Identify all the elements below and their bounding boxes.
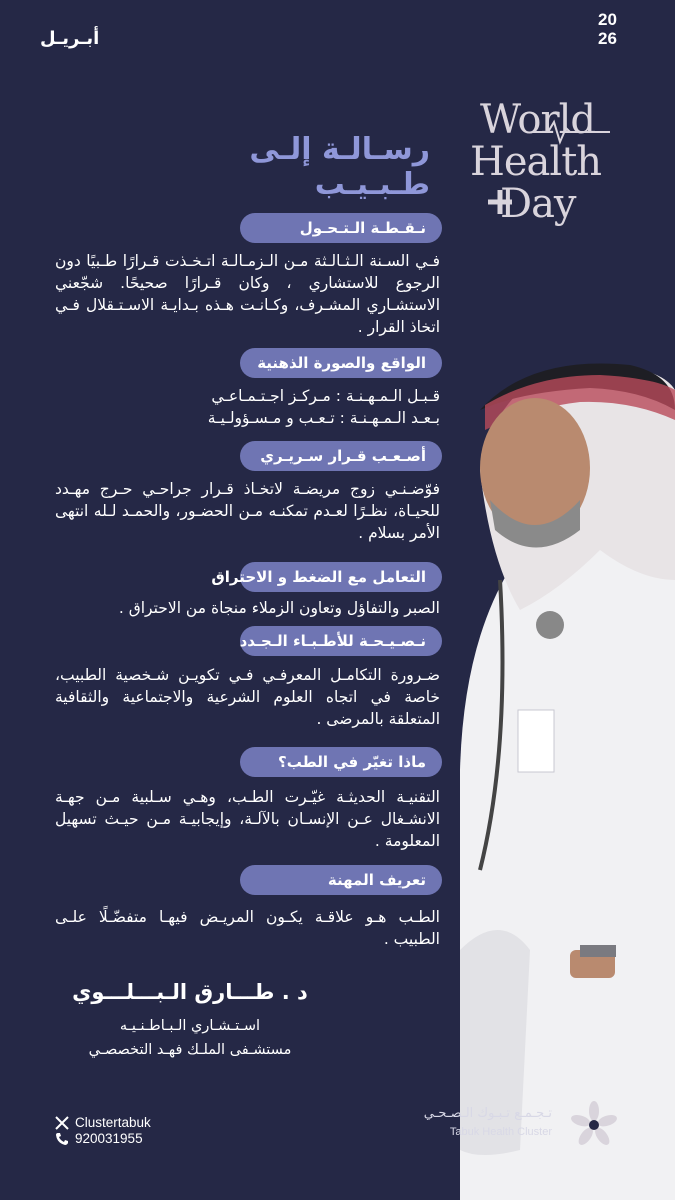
year-badge — [598, 10, 638, 48]
section-heading-advice: نـصـيـحـة للأطـبـاء الـجـدد — [240, 626, 442, 656]
phone-icon — [55, 1132, 69, 1146]
doctor-hospital: مستشـفى الملـك فهـد التخصصـي — [88, 1042, 292, 1058]
world-health-day-logo — [470, 97, 620, 230]
doctor-role: اسـتـشـاري الـبـاطـنـيـه — [119, 1018, 261, 1034]
logo-line-world: World — [480, 97, 595, 143]
section-heading-definition: تعريف المهنة — [240, 865, 442, 895]
cluster-name-en: Tabuk Health Cluster — [449, 1126, 552, 1138]
section-text-what-changed: التقنيـة الحديثـة غيّـرت الطـب، وهـي سـلبية مـن جهـة الانشـغال عـن الإنسـان بالآلـة، وإيجابيـة مـن حيـث تسهيل المعلومة . — [55, 788, 440, 850]
section-heading-turning-point: نـقـطـة الـتـحـول — [240, 213, 442, 243]
x-logo-icon — [55, 1116, 69, 1130]
phone-number: 920031955 — [75, 1131, 143, 1146]
doctor-name: د . طـــارق الـبـــلـــوي — [72, 980, 308, 1004]
section-text-reality: قـبـل الـمـهـنـة : مـركـز اجـتـمـاعـي بـعـد الـمـهـنـة : تـعـب و مـسـؤولـيـة — [207, 387, 440, 427]
phone-link[interactable] — [55, 1131, 143, 1146]
cluster-logo-icon — [564, 1100, 624, 1150]
twitter-link[interactable] — [55, 1115, 151, 1130]
logo-line-health: Health — [470, 139, 602, 185]
section-heading-hardest-decision: أصـعـب قـرار سـريـري — [240, 441, 442, 471]
section-heading-what-changed: ماذا تغيّر في الطب؟ — [240, 747, 442, 777]
cluster-name-ar: تـجـمـع تـبـوك الـصـحـي — [423, 1106, 552, 1121]
doctor-photo — [440, 350, 675, 1200]
page-title: رسـالـة إلـى طـبـيـب — [249, 132, 430, 202]
section-text-definition: الطـب هـو علاقـة يكـون المريـض فيهـا متفضّـلًا علـى الطبيب . — [55, 908, 440, 948]
section-text-advice: ضـرورة التكامـل المعرفـي فـي تكويـن شـخصية الطبيب، خاصة في اتجاه العلوم الشرعية والاجتماعية والثقافية المتعلقة بالمرضى . — [55, 666, 440, 728]
twitter-handle: Clustertabuk — [75, 1115, 151, 1130]
section-text-stress: الصبر والتفاؤل وتعاون الزملاء منجاة من الاحتراق . — [118, 599, 440, 617]
year-top: 20 — [598, 10, 617, 29]
section-heading-stress: التعامل مع الضغط و الاحتراق — [240, 562, 442, 592]
year-bottom: 26 — [598, 29, 617, 48]
section-text-hardest-decision: فوّضـنـي زوج مريضـة لاتخـاذ قـرار جراحـي حـرج مهـدد للحيـاة، نظـرًا لعـدم تمكنـه مـن الحضـور، والحمـد لـله انتهى الأمر بسلام . — [55, 480, 440, 542]
logo-line-day: Day — [500, 181, 576, 227]
section-text-turning-point: فـي السـنة الـثـالـثة مـن الـزمـالـة اتـخـذت قـرارًا طـبيًا دون الرجوع للاستشاري ، وكان قـرارًا صحيحًا. شجّعني الاستشـاري المشـرف، وكـانـت هـذه بـدايـة الاسـتـقلال فـي اتخاذ القرار . — [55, 252, 440, 336]
section-heading-reality: الواقع والصورة الذهنية — [240, 348, 442, 378]
tabuk-health-cluster-brand — [423, 1100, 632, 1150]
month-label: أبـريـل — [40, 28, 100, 49]
